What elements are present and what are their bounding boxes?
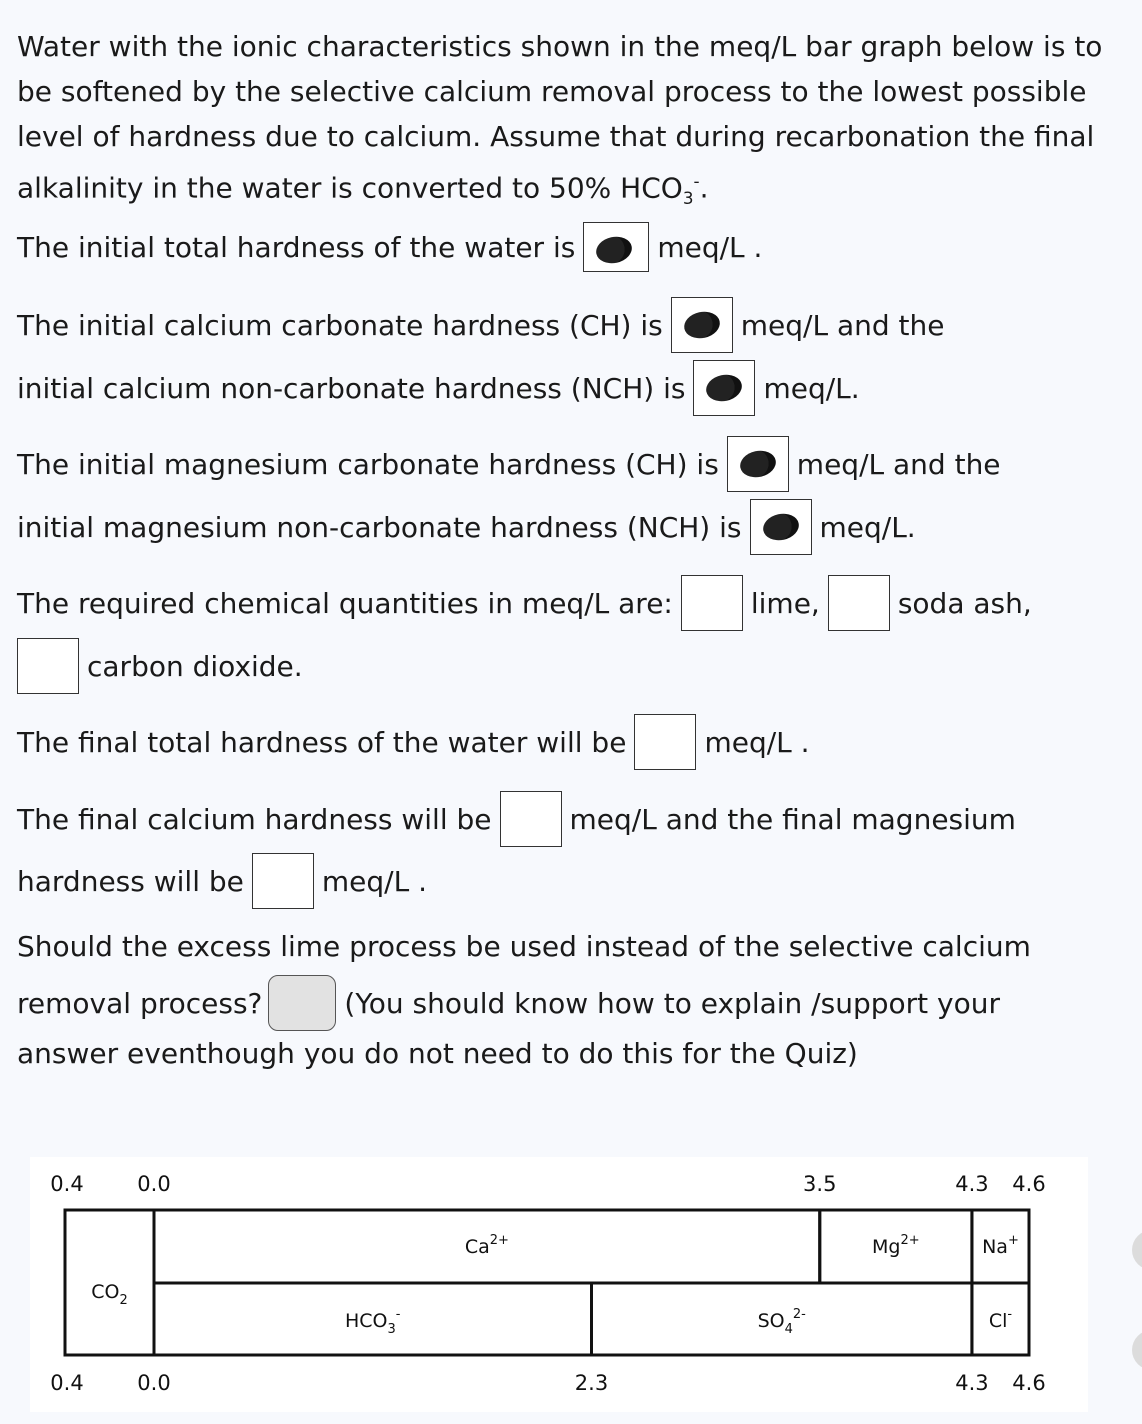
question-excess-line2: removal process? (You should know how to explain /support your — [17, 975, 1000, 1031]
question-final-total: The final total hardness of the water will be meq/L . — [17, 714, 810, 770]
cation-label-na: Na+ — [982, 1233, 1019, 1258]
question-excess-line3: answer eventhough you do not need to do this for the Quiz) — [17, 1037, 858, 1070]
question-ca-ch: The initial calcium carbonate hardness (CH) is meq/L and the — [17, 297, 945, 353]
bottom-tick-label: 4.3 — [955, 1371, 989, 1395]
bottom-tick-label: 2.3 — [574, 1371, 609, 1395]
lime-answer-box[interactable] — [681, 575, 743, 631]
problem-intro: Water with the ionic characteristics shown in the meq/L bar graph below is to be softened by the selective calcium removal process to the lowest possible level of hardness due to calcium. Assume that during recarbonation the final alkalinity in the water is converted to 50% $HCO_3^-$. — [17, 30, 1103, 208]
co2-answer-box[interactable] — [17, 638, 79, 694]
mg-ch-answer-box[interactable] — [727, 436, 789, 492]
question-ca-nch: initial calcium non-carbonate hardness (NCH) is meq/L. — [17, 360, 860, 416]
question-excess-line1: Should the excess lime process be used instead of the selective calcium — [17, 930, 1031, 963]
question-co2: carbon dioxide. — [17, 638, 303, 694]
scroll-indicator — [1132, 1230, 1142, 1270]
final-ca-hardness-box[interactable] — [500, 791, 562, 847]
ion-bar-chart-svg — [30, 1157, 1088, 1412]
top-tick-label: 0.0 — [137, 1172, 171, 1196]
top-tick-label: 3.5 — [803, 1172, 837, 1196]
final-total-hardness-box[interactable] — [634, 714, 696, 770]
top-tick-label: 0.4 — [50, 1172, 84, 1196]
question-mg-nch: initial magnesium non-carbonate hardness (NCH) is meq/L. — [17, 499, 916, 555]
total-hardness-answer-box[interactable] — [583, 222, 649, 272]
anion-label-cl: Cl- — [988, 1307, 1013, 1332]
bottom-tick-label: 4.6 — [1012, 1371, 1046, 1395]
scroll-indicator — [1132, 1330, 1142, 1370]
top-tick-label: 4.6 — [1012, 1172, 1046, 1196]
mg-nch-answer-box[interactable] — [750, 499, 812, 555]
excess-lime-select[interactable] — [268, 975, 336, 1031]
ion-bar-chart — [30, 1157, 1088, 1412]
bottom-tick-label: 0.4 — [50, 1371, 84, 1395]
question-final-mg: hardness will be meq/L . — [17, 853, 427, 909]
co2-label: $CO_2$ — [91, 1281, 128, 1308]
cation-label-ca: $Ca^{2+}$ — [464, 1233, 509, 1258]
anion-label-so: $SO_4^{2-}$ — [757, 1307, 806, 1337]
soda-ash-answer-box[interactable] — [828, 575, 890, 631]
ca-ch-answer-box[interactable] — [671, 297, 733, 353]
question-chemicals: The required chemical quantities in meq/L are: lime, soda ash, — [17, 575, 1032, 631]
anion-label-hco: $HCO_3^-$ — [345, 1307, 401, 1337]
question-final-ca: The final calcium hardness will be meq/L and the final magnesium — [17, 791, 1016, 847]
question-total-hardness: The initial total hardness of the water is meq/L . — [17, 222, 762, 272]
final-mg-hardness-box[interactable] — [252, 853, 314, 909]
ca-nch-answer-box[interactable] — [693, 360, 755, 416]
cation-label-mg: $Mg^{2+}$ — [872, 1233, 920, 1258]
top-tick-label: 4.3 — [955, 1172, 989, 1196]
bottom-tick-label: 0.0 — [137, 1371, 171, 1395]
question-mg-ch: The initial magnesium carbonate hardness (CH) is meq/L and the — [17, 436, 1001, 492]
